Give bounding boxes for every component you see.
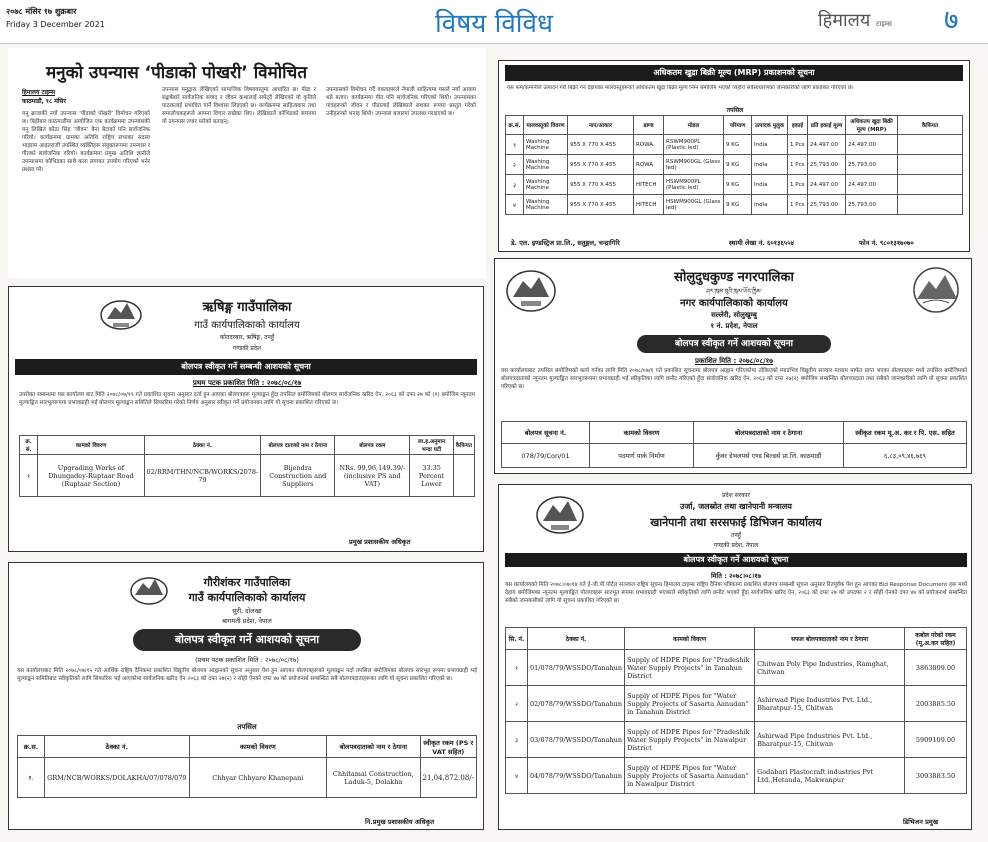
table-cell: Washing Machine — [524, 175, 568, 195]
rishing-col-work: कामको विवरण — [38, 436, 144, 455]
table-cell: 955 X 770 X 455 — [568, 195, 634, 215]
table-cell: 24,497.00 — [846, 175, 898, 195]
table-row — [506, 722, 967, 758]
solu-para: यस कार्यालयबाट तपसिल बमोजिमको कार्य गर्नका लागि मिति २०७८/०७/१ गते प्रकाशित सूचनामा बोलपत्र आह्वान गरिएकोमा तोकिएको म्यादभित्र विद्युतीय सञ्चार माध्यम मार्फत प्राप्त भएका बोलपत्रहरू मध्ये तपसिल बमोजिमको बोलपत्रदाताको न्यूनतम मूल्याङ्कित सारभूतरूपमा प्रभावग्राही भई स्वीकृतिका लागि छनौट गरिएको हुँदा सार्वजनिक खरिद ऐन, २०६३ को दफा २७(२) बमोजिम सम्बन्धित बोलपत्रदाता तथा सबैको जानकारीको लागि यो सूचना प्रकाशित गरिएको छ। — [501, 368, 967, 390]
gaurishankar-col-amount: स्वीकृत रकम (PS र VAT सहित) — [420, 736, 476, 758]
rishing-province: गण्डकी प्रदेश — [232, 345, 262, 352]
brand-sub: टाइम्स — [876, 20, 892, 28]
table-cell: 21,04,872.08/- — [420, 758, 476, 798]
table-cell — [898, 175, 963, 195]
khanepani-ministry: उर्जा, जलस्रोत तथा खानेपानी मन्त्रालय — [680, 502, 792, 511]
rishing-signoff: प्रमुख प्रशासकीय अधिकृत — [349, 538, 411, 546]
gaurishankar-para: यस कार्यालयबाट मिति २०७८/०७/१५ गते आर्थिक राष्ट्रिय दैनिकमा प्रकाशित विद्युतीय बोलपत्र आह्वानको सूचना अनुसार पेश हुन आएका बोलपत्रहरूको मूल्याङ्कन गर्दा तपसिल बमोजिमका बोलपत्र सारभूत रूपमा प्रभावग्राही भई मूल्याङ्कन समितिबाट स्वीकृतिको लागि सिफारिस भई आएकोमा सार्वजनिक खरिद ऐन २०६३ को दफा २७(२) र सोही ऐनको दफा ४७ को प्रयोजनार्थ सम्बन्धित सबै बोलपत्रदाताहरूका लागि यो सूचना प्रकाशित गरिएको छ। — [17, 668, 477, 682]
table-cell: 24,497.00 — [808, 135, 846, 155]
date-nepali: २०७८ मंसिर १७ शुक्रबार — [6, 7, 77, 16]
table-row — [506, 155, 963, 175]
gaurishankar-col-sn: क्र.स. — [18, 736, 45, 758]
table-row — [18, 758, 477, 798]
table-cell: 02/078/79/WSSDO/Tanahun — [528, 686, 625, 722]
rishing-para: उपरोक्त सम्बन्धमा यस कार्यालय बाट मिति २०७८/०७/१९ गते प्रकाशित सूचना अनुसार दर्ता हुन आएका बोलपत्रहरू मूल्याङ्कन हुँदा तपसिल बमोजिमको बोलपत्र सार्वजनिक खरिद ऐन, २०६३ को दफा २७ को (१) बमोजिम न्यूनतम मूल्याङ्कित सारभूतरूपमा प्रभावग्राही भई बोलपत्र मूल्याङ्कन समितिले सिफारिस गरेको निर्णय अनुसार स्वीकृत गर्ने प्रयोजनका लागि यो सूचना प्रकाशित गरिएको छ। — [19, 392, 475, 406]
rishing-col-remark: कैफियत — [453, 436, 474, 455]
table-cell: १ — [20, 455, 38, 497]
gaurishankar-table — [17, 735, 477, 798]
gaurishankar-table-header — [18, 736, 477, 758]
table-cell: Chhyar Chhyare Khanepani — [189, 758, 327, 798]
table-row — [506, 650, 967, 686]
solu-pubdate: प्रकाशित मिति : २०७८/०८/१७ — [695, 357, 773, 365]
solu-col-notice: बोलपत्र सूचना नं. — [502, 422, 590, 444]
mrp-footer-pan: स्थायी लेखा नं. ६०१३६५५४ — [729, 239, 795, 247]
masthead — [0, 0, 988, 44]
solu-col-work: कामको विवरण — [590, 422, 694, 444]
table-cell: Upgrading Works of Dhungadey-Ruptaar Road (Ruptaar Section) — [38, 455, 144, 497]
rishing-col-sn: क्र. सं. — [20, 436, 38, 455]
date-english: Friday 3 December 2021 — [6, 20, 105, 29]
table-cell: २ — [506, 686, 528, 722]
mrp-table-header — [506, 116, 963, 135]
table-cell: HITECH — [634, 195, 664, 215]
rishing-address: कोतदरबार, ऋषिङ्ग, तनहुँ — [219, 334, 275, 341]
table-cell: RSWM900PL (Plastic led) — [664, 135, 724, 155]
page-number: ७ — [944, 3, 959, 36]
table-cell: 01/078/79/WSSDO/Tanahun — [528, 650, 625, 686]
section-title: विषय विविध — [435, 9, 553, 39]
table-cell: Chitwan Poly Pipe Industries, Ramghat, Chitwan — [755, 650, 905, 686]
mrp-col-sn: क्र.सं. — [506, 116, 524, 135]
table-row — [506, 686, 967, 722]
table-cell: India — [752, 175, 788, 195]
table-cell: ROWA — [634, 135, 664, 155]
rishing-office: गाउँ कार्यपालिकाको कार्यालय — [194, 320, 300, 331]
rishing-table-header — [20, 436, 475, 455]
table-cell: 078/79/Con/01 — [502, 444, 590, 468]
table-row — [506, 195, 963, 215]
rishing-ribbon: बोलपत्र स्वीकृत गर्ने सम्बन्धी आशयको सूचना — [15, 359, 477, 375]
table-cell: Bijendra Construction and Suppliers — [261, 455, 335, 497]
solu-ribbon: बोलपत्र स्वीकृत गर्ने आशयको सूचना — [637, 335, 831, 353]
gaurishankar-pubdate: (प्रथम पटक प्रकाशित मिति : २०७८/०८/१७) — [195, 656, 299, 664]
gaurishankar-office: गाउँ कार्यपालिकाको कार्यालय — [188, 591, 306, 604]
solu-col-amount: स्वीकृत रकम मू.अ. कर र पि. एस. सहित — [844, 422, 967, 444]
table-cell: HSWM900PL (Plastic led) — [664, 175, 724, 195]
table-cell — [898, 155, 963, 175]
table-cell: 9 KG — [724, 155, 752, 175]
table-cell: India — [752, 155, 788, 175]
table-row — [20, 455, 475, 497]
table-cell: Washing Machine — [524, 135, 568, 155]
mrp-col-unit-price: प्रति इकाई मूल्य — [808, 116, 846, 135]
mrp-col-size: नाप/आकार — [568, 116, 634, 135]
khanepani-col-sn: सि. नं. — [506, 628, 528, 650]
rishing-col-lower: ला.इ.अनुमान भन्दा घटी — [410, 436, 453, 455]
rishing-col-amount: बोलपत्र रकम — [335, 436, 410, 455]
table-cell: Chhitamai Construction, Laduk-5, Dolakha — [327, 758, 420, 798]
table-cell: RSWM900GL (Glass led) — [664, 155, 724, 175]
table-cell: 955 X 770 X 455 — [568, 175, 634, 195]
khanepani-signoff: डिभिजन प्रमुख — [903, 818, 939, 826]
table-cell: 955 X 770 X 455 — [568, 135, 634, 155]
rishing-col-contract: ठेक्का नं. — [144, 436, 261, 455]
table-cell: 1 Pcs — [788, 195, 808, 215]
novel-headline: मनुको उपन्यास ‘पीडाको पोखरी’ विमोचित — [46, 63, 308, 83]
table-cell: 24,497.00 — [846, 135, 898, 155]
gaurishankar-subtitle: तपसिल — [237, 723, 257, 731]
solu-province: १ नं. प्रदेश, नेपाल — [710, 322, 758, 330]
table-cell: NRs. 99,96,149.39/- (inclusive PS and VAT) — [335, 455, 410, 497]
mrp-title: अधिकतम खुद्रा बिक्री मूल्य (MRP) प्रकाशनको सूचना — [505, 65, 963, 81]
table-cell: HSWM900GL (Glass led) — [664, 195, 724, 215]
novel-col3: उपन्यासको विमोचन गर्दै वक्ताहरूले नेपाली साहित्यमा यसले नयाँ आयाम थप्ने बताए। कार्यक्रममा गीत पनि सार्वजनिक गरिएको थियो। उपन्यासका पात्रहरूको जीवन र पीडालाई लेखिकाले सशक्त रूपमा प्रस्तुत गरेको उनीहरूको भनाइ थियो। उपन्यास बजारमा उपलब्ध गराइएको छ। — [326, 87, 476, 117]
table-cell: ६,८३,०९,४६,७६९ — [844, 444, 967, 468]
gaurishankar-col-contract: ठेक्का नं. — [45, 736, 189, 758]
table-cell: HITECH — [634, 175, 664, 195]
table-cell: 02/RRM/THN/NCB/WORKS/2078-79 — [144, 455, 261, 497]
table-cell: ४ — [506, 195, 524, 215]
table-cell: Godabari Plastocraft industries Pvt Ltd.,Hetauda, Makwanpur — [755, 758, 905, 794]
solu-address: सल्लेरी, सोलुखुम्बु — [711, 311, 757, 319]
table-cell: 9 KG — [724, 135, 752, 155]
solu-tibetan: ཤར་ཁུམ་བུའི་ཁུལ་ཡོང་ཁྱིམ་ — [706, 288, 762, 295]
table-cell: ROWA — [634, 155, 664, 175]
table-cell: १. — [18, 758, 45, 798]
table-cell: 9 KG — [724, 175, 752, 195]
table-row — [506, 175, 963, 195]
table-cell: India — [752, 195, 788, 215]
table-row — [502, 444, 967, 468]
table-cell: Supply of HDPE Pipes for "Water Supply Projects of Sasarta Aanudan" in Tanahun District — [625, 686, 755, 722]
gaurishankar-province: बागमती प्रदेश, नेपाल — [222, 617, 272, 625]
table-cell: १ — [506, 650, 528, 686]
table-cell — [898, 135, 963, 155]
solu-office: नगर कार्यपालिकाको कार्यालय — [680, 298, 788, 309]
khanepani-district: तनहुँ — [731, 532, 741, 539]
table-cell: Ashirwad Pipe Industries Pvt. Ltd., Bharatpur-15, Chitwan — [755, 722, 905, 758]
khanepani-notice — [498, 484, 972, 830]
solu-notice — [494, 258, 972, 474]
khanepani-col-contract: ठेक्का नं. — [528, 628, 625, 650]
brand — [818, 8, 892, 32]
table-cell: १ — [506, 135, 524, 155]
gaurishankar-notice — [8, 562, 484, 830]
table-cell: 03/078/79/WSSDO/Tanahun — [528, 722, 625, 758]
table-cell: GRM/NCB/WORKS/DOLAKHA/07/078/079 — [45, 758, 189, 798]
mrp-col-mrp: अधिकतम खुद्रा बिक्री मूल्य (MRP) — [846, 116, 898, 135]
mrp-col-remark: कैफियत — [898, 116, 963, 135]
rishing-table — [19, 435, 475, 497]
mrp-col-unit: इकाई — [788, 116, 808, 135]
table-cell: 1 Pcs — [788, 175, 808, 195]
rishing-notice — [8, 286, 484, 552]
table-cell: 33.35 Percent Lower — [410, 455, 453, 497]
khanepani-province: गण्डकी प्रदेश, नेपाल — [713, 542, 759, 549]
khanepani-ribbon: बोलपत्र स्वीकृत गर्ने आशयको सूचना — [505, 553, 967, 567]
table-cell: 25,793.00 — [846, 195, 898, 215]
table-cell: 3093883.50 — [905, 758, 967, 794]
table-cell: ४ — [506, 758, 528, 794]
table-cell: पदमार्ग पार्क निर्माण — [590, 444, 694, 468]
solu-table — [501, 421, 967, 468]
mrp-col-brand: ब्राण्ड — [634, 116, 664, 135]
table-cell: 1 Pcs — [788, 155, 808, 175]
table-cell: 25,793.00 — [846, 155, 898, 175]
table-cell: 3863809.00 — [905, 650, 967, 686]
solu-table-header — [502, 422, 967, 444]
khanepani-para: यस कार्यालयको मिति २०७८।०७।१४ गते ई-जी.पी.पोर्टल सञ्जाल राष्ट्रिय सूचना हिमालय टाइम्स राष्ट्रिय दैनिक पत्रिकामा प्रकाशित बोलपत्र सम्बन्धी सूचना अनुसार रितपूर्वक पेश हुन आएका Bid Response Document हरू मध्ये देहाय बमोजिमका न्यूनतम मूल्याङ्कित पोलपत्रहरू सारभूत रूपमा प्रभावग्राही भएकाले स्वीकृतिको लागि छनौट भएको हुँदा सार्वजनिक खरिद ऐन, २०६३ को दफा २७ को उपदफा २ र सोही ऐनको दफा ४७ को प्रयोजनार्थ सम्बन्धित सबैको जानकारीको लागि यो सूचना प्रकाशित गरिएको छ। — [505, 582, 967, 604]
mrp-notice — [498, 60, 970, 252]
table-cell: 2003885.50 — [905, 686, 967, 722]
novel-article — [8, 48, 486, 278]
novel-col2: उपन्यास मनुद्वारा लेखिएको सामाजिक विषयवस्तुमा आधारित छ। पीडा र सङ्घर्षबारे सार्वजनिक संवाद र जीवन कथालाई समेट्दै लेखिएको यो कृतिले पाठकलाई प्रभावित पार्ने विश्वास लिइएको छ। कार्यक्रममा साहित्यकार तथा समालोचकहरूले आफ्ना विचार राखेका थिए। लेखिकाले कोभिडको समयमा यो उपन्यास तयार पारेको बताइन्। — [162, 87, 316, 125]
khanepani-table — [505, 627, 967, 794]
rishing-org: ऋषिङ्ग गाउँपालिका — [202, 300, 292, 315]
table-cell: Supply of HDPE Pipes for "Pradeshik Water Supply Projects" in Nawalpur District — [625, 722, 755, 758]
table-cell: 25,793.00 — [808, 195, 846, 215]
table-cell — [453, 455, 474, 497]
table-cell: 955 X 770 X 455 — [568, 155, 634, 175]
table-cell: 25,793.00 — [808, 155, 846, 175]
gaurishankar-signoff: नि.प्रमुख प्रशासकीय अधिकृत — [365, 818, 435, 826]
table-cell: कुँवर डेभलपर्स एण्ड बिल्डर्स प्रा.लि. काठमाडौं — [694, 444, 844, 468]
mrp-footer-company: डे. एल. इण्डस्ट्रिज प्रा.लि., सतुङ्गल, चन्द्रागिरि — [511, 239, 620, 247]
gaurishankar-org: गौरीशंकर गाउँपालिका — [203, 576, 291, 589]
table-cell: Supply of HDPE Pipes for "Water Supply Projects of Sasarta Aanudan" in Nawalpur District — [625, 758, 755, 794]
gaurishankar-col-work: कामको विवरण — [189, 736, 327, 758]
table-cell — [898, 195, 963, 215]
rishing-col-bidder: बोलपत्र दाताको नाम र ठेगाना — [261, 436, 335, 455]
table-cell: India — [752, 135, 788, 155]
khanepani-col-work: कामको विवरण — [625, 628, 755, 650]
khanepani-col-amount: कबोल गरेको रकम (मू.अ.कर सहित) — [905, 628, 967, 650]
mrp-col-item: मालवस्तुको विवरण — [524, 116, 568, 135]
novel-byline: हिमालय टाइम्स — [22, 89, 56, 96]
khanepani-table-header — [506, 628, 967, 650]
solu-org: सोलुदुधकुण्ड नगरपालिका — [674, 270, 794, 285]
table-cell: 5909109.00 — [905, 722, 967, 758]
khanepani-office: खानेपानी तथा सरसफाई डिभिजन कार्यालय — [650, 516, 822, 529]
table-cell: ३ — [506, 722, 528, 758]
table-cell: Washing Machine — [524, 155, 568, 175]
khanepani-pubdate: मिति : २०७८।०८।१७ — [710, 572, 762, 580]
table-row — [506, 758, 967, 794]
novel-col1: मनु ब्राजाकी नयाँ उपन्यास ‘पीडाको पोखरी’ विमोचन गरिएको छ। बिहीबार काठमाडौंमा आयोजित एक कार्यक्रममा उपन्यासकी मनु लिखित कोठा सिंह ‘जीवन’ बैना बेटाको पनि सार्वजनिक गरियो। कार्यक्रममा ग्रामका अतिथि राष्ट्रिय सभाका सदस्य भाइराम आइतराजी उपस्थित व्यक्तिहरू संयुक्तरूपमा उपन्यास र गीतको सार्वजनिक गरियो। कार्यक्रममा प्रमुख अतिथि ज्ञानीले उपन्यासमा कोभिडका साथै कला लगायत उपयोग गरिएको भनेर प्रशंसा गरे। — [22, 111, 150, 173]
gaurishankar-col-bidder: बोलपत्रदाताको नाम र ठेगाना — [327, 736, 420, 758]
mrp-footer-phone: फोन नं. ९८०१३१७०७० — [859, 239, 914, 247]
mrp-subtitle: तपसिल — [726, 107, 744, 114]
table-cell: Supply of HDPE Pipes for "Pradeshik Water Supply Projects" in Tanahun District — [625, 650, 755, 686]
rishing-pubdate: प्रथम पटक प्रकाशित मिति : २०७८/०८/१७ — [192, 379, 302, 387]
gaurishankar-ribbon: बोलपत्र स्वीकृत गर्ने आशयको सूचना — [133, 629, 361, 651]
table-cell: 1 Pcs — [788, 135, 808, 155]
table-row — [506, 135, 963, 155]
table-cell: Washing Machine — [524, 195, 568, 215]
table-cell: २ — [506, 155, 524, 175]
khanepani-col-bidder: सफल बोलपत्रदाताको नाम र ठेगाना — [755, 628, 905, 650]
mrp-col-origin: उत्पादक मुलुक — [752, 116, 788, 135]
table-cell: 04/078/79/WSSDO/Tanahun — [528, 758, 625, 794]
mrp-col-qty: परिमाण — [724, 116, 752, 135]
mrp-table — [505, 115, 963, 215]
mrp-intro: यस फर्म/कम्पनीले उत्पादन गरी बिक्री गर्ने देहायका मालवस्तुहरूको अधिकतम खुद्रा बिक्री मूल्य निम्न बमोजिम भएको व्यहोरा सर्वसाधारणको जानकारीको लागि प्रकाशित गरिएको छ। — [507, 85, 854, 91]
gaurishankar-address: सुरी, दोलखा — [232, 607, 262, 615]
table-cell: 24,497.00 — [808, 175, 846, 195]
brand-name: हिमालय — [818, 10, 871, 31]
solu-col-bidder: बोलपत्रदाताको नाम र ठेगाना — [694, 422, 844, 444]
mrp-col-model: मोडल — [664, 116, 724, 135]
khanepani-gov: प्रदेश सरकार — [722, 492, 750, 499]
novel-dateline: काठमाडौं, १८ मंसिर — [22, 98, 66, 105]
table-cell: 9 KG — [724, 195, 752, 215]
table-cell: Ashirwad Pipe Industries Pvt. Ltd., Bharatpur-15, Chitwan — [755, 686, 905, 722]
table-cell: ३ — [506, 175, 524, 195]
